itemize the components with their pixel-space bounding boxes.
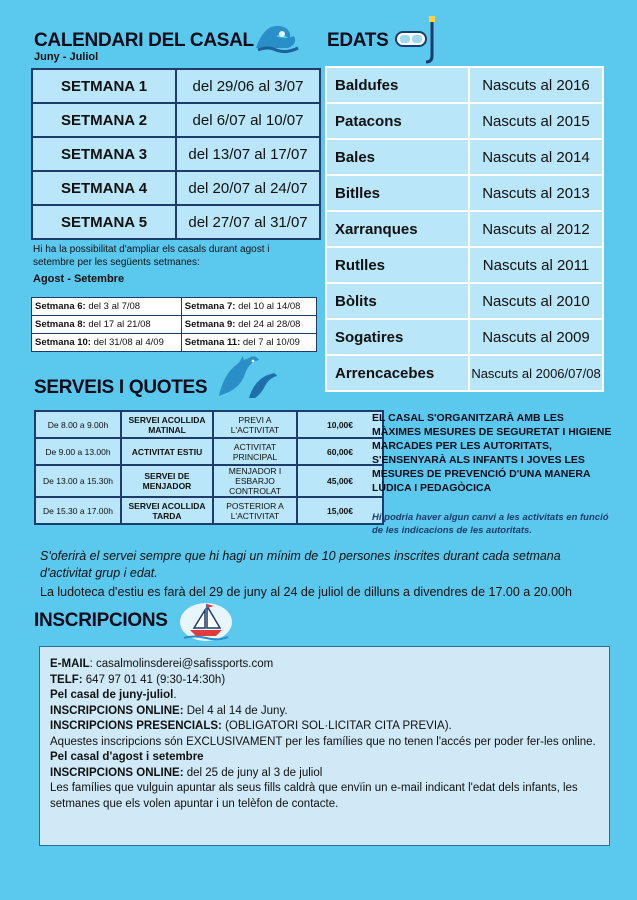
- extend-note: Hi ha la possibilitat d'ampliar els casals durant agost i setembre per les següents setmanes:: [33, 244, 270, 268]
- table-row: [32, 137, 320, 171]
- online-june-line: INSCRIPCIONS ONLINE: Del 4 al 14 de Juny.: [50, 704, 288, 717]
- table-row: [326, 103, 603, 139]
- service-time: De 9.00 a 13.00h: [35, 438, 121, 465]
- group-name: Sogatires: [326, 319, 469, 355]
- extra-week: Setmana 11: del 7 al 10/09: [181, 334, 316, 352]
- services-title: SERVEIS I QUOTES: [34, 377, 208, 398]
- extra-week: Setmana 6: del 3 al 7/08: [32, 298, 182, 316]
- table-row: [32, 334, 317, 352]
- email-label: E-MAIL: [50, 658, 90, 670]
- table-row: [32, 69, 320, 103]
- table-row: [32, 298, 317, 316]
- group-born: Nascuts al 2006/07/08: [469, 355, 603, 391]
- table-row: [32, 171, 320, 205]
- table-row: [35, 497, 383, 524]
- group-born: Nascuts al 2014: [469, 139, 603, 175]
- table-row: [326, 211, 603, 247]
- service-name: SERVEI ACOLLIDA TARDA: [121, 497, 213, 524]
- week-name: SETMANA 3: [32, 137, 176, 171]
- group-name: Rutlles: [326, 247, 469, 283]
- email-value[interactable]: : casalmolinsderei@safissports.com: [89, 658, 274, 670]
- group-name: Arrencacebes: [326, 355, 469, 391]
- group-born: Nascuts al 2013: [469, 175, 603, 211]
- min-note: S'oferirà el servei sempre que hi hagi un mínim de 10 persones inscrites durant cada setmana d'activitat grup i edat.: [40, 549, 561, 580]
- group-name: Patacons: [326, 103, 469, 139]
- services-table: [34, 410, 384, 525]
- table-row: [326, 247, 603, 283]
- weeks-table: [31, 68, 321, 240]
- group-born: Nascuts al 2015: [469, 103, 603, 139]
- table-row: [326, 139, 603, 175]
- table-row: [326, 355, 603, 391]
- service-price: 15,00€: [297, 497, 383, 524]
- june-title: Pel casal de juny-juliol.: [50, 689, 177, 701]
- wave-icon: [254, 18, 300, 59]
- calendar-subtitle: Juny - Juliol: [34, 51, 99, 63]
- group-born: Nascuts al 2016: [469, 67, 603, 103]
- service-name: ACTIVITAT ESTIU: [121, 438, 213, 465]
- table-row: [35, 411, 383, 438]
- table-row: [326, 319, 603, 355]
- group-born: Nascuts al 2011: [469, 247, 603, 283]
- extra-week: Setmana 8: del 17 al 21/08: [32, 316, 182, 334]
- service-price: 45,00€: [297, 465, 383, 497]
- group-name: Bòlits: [326, 283, 469, 319]
- service-time: De 15.30 a 17.00h: [35, 497, 121, 524]
- service-price: 60,00€: [297, 438, 383, 465]
- extra-week: Setmana 10: del 31/08 al 4/09: [32, 334, 182, 352]
- week-dates: del 27/07 al 31/07: [176, 205, 320, 239]
- week-dates: del 6/07 al 10/07: [176, 103, 320, 137]
- extra-week: Setmana 9: del 24 al 28/08: [181, 316, 316, 334]
- service-name: SERVEI ACOLLIDA MATINAL: [121, 411, 213, 438]
- week-name: SETMANA 2: [32, 103, 176, 137]
- calendar-title: CALENDARI DEL CASAL: [34, 30, 254, 51]
- group-name: Bitlles: [326, 175, 469, 211]
- group-born: Nascuts al 2012: [469, 211, 603, 247]
- ages-title: EDATS: [327, 30, 389, 51]
- table-row: [35, 465, 383, 497]
- service-activity: MENJADOR I ESBARJO CONTROLAT: [213, 465, 297, 497]
- snorkel-mask-icon: [394, 16, 442, 71]
- extra-week: Setmana 7: del 10 al 14/08: [181, 298, 316, 316]
- phone-line: TELF: 647 97 01 41 (9:30-14:30h): [50, 673, 226, 686]
- group-name: Xarranques: [326, 211, 469, 247]
- group-name: Bales: [326, 139, 469, 175]
- table-row: [32, 103, 320, 137]
- sailboat-icon: [178, 600, 234, 647]
- dolphins-icon: [215, 352, 279, 407]
- registration-box: [39, 646, 610, 846]
- service-activity: POSTERIOR A L'ACTIVITAT: [213, 497, 297, 524]
- service-activity: PREVI A L'ACTIVITAT: [213, 411, 297, 438]
- online-aug-line: INSCRIPCIONS ONLINE: del 25 de juny al 3 de juliol: [50, 766, 323, 779]
- service-time: De 13.00 a 15.30h: [35, 465, 121, 497]
- group-born: Nascuts al 2010: [469, 283, 603, 319]
- week-dates: del 20/07 al 24/07: [176, 171, 320, 205]
- ludoteca-note: La ludoteca d'estiu es farà del 29 de juny al 24 de juliol de dilluns a divendres de 17.00 a 20.00h: [40, 585, 572, 599]
- week-name: SETMANA 4: [32, 171, 176, 205]
- phone-value[interactable]: 647 97 01 41 (9:30-14:30h): [82, 673, 226, 686]
- service-price: 10,00€: [297, 411, 383, 438]
- week-dates: del 13/07 al 17/07: [176, 137, 320, 171]
- table-row: [326, 283, 603, 319]
- table-row: [32, 316, 317, 334]
- extend-subtitle: Agost - Setembre: [33, 273, 125, 285]
- email-line: [50, 657, 599, 673]
- aug-title: Pel casal d'agost i setembre: [50, 751, 204, 763]
- group-born: Nascuts al 2009: [469, 319, 603, 355]
- change-note: Hi podria haver algun canvi a les activitats en funció de les indicacions de les autoritats.: [372, 512, 609, 536]
- extra-weeks-table: [31, 297, 317, 352]
- week-name: SETMANA 1: [32, 69, 176, 103]
- table-row: [32, 205, 320, 239]
- table-row: [35, 438, 383, 465]
- week-dates: del 29/06 al 3/07: [176, 69, 320, 103]
- presencial-line: INSCRIPCIONS PRESENCIALS: (OBLIGATORI SOL·LICITAR CITA PREVIA).: [50, 720, 452, 732]
- ages-table: [325, 66, 604, 392]
- service-activity: ACTIVITAT PRINCIPAL: [213, 438, 297, 465]
- week-name: SETMANA 5: [32, 205, 176, 239]
- service-name: SERVEI DE MENJADOR: [121, 465, 213, 497]
- table-row: [326, 67, 603, 103]
- registration-title: INSCRIPCIONS: [34, 610, 168, 631]
- aug-note: Les famílies que vulguin apuntar als seus fills caldrà que envïin un e-mail indicant l'edat dels infants, les setmanes que els volen apuntar i un telèfon de contacte.: [50, 782, 578, 810]
- safety-note: EL CASAL S'ORGANITZARÀ AMB LES MÀXIMES MESURES DE SEGURETAT I HIGIENE MARCADES PER LES AUTORITATS, S'ENSENYARÀ ALS INFANTS I JOVES LES MESURES DE PREVENCIÓ D'UNA MANERA LÚDICA I PEDAGÒCICA: [372, 412, 612, 494]
- table-row: [326, 175, 603, 211]
- group-name: Baldufes: [326, 67, 469, 103]
- service-time: De 8.00 a 9.00h: [35, 411, 121, 438]
- exclusive-note: Aquestes inscripcions són EXCLUSIVAMENT per les famílies que no tenen l'accés per poder fer-les online.: [50, 735, 596, 748]
